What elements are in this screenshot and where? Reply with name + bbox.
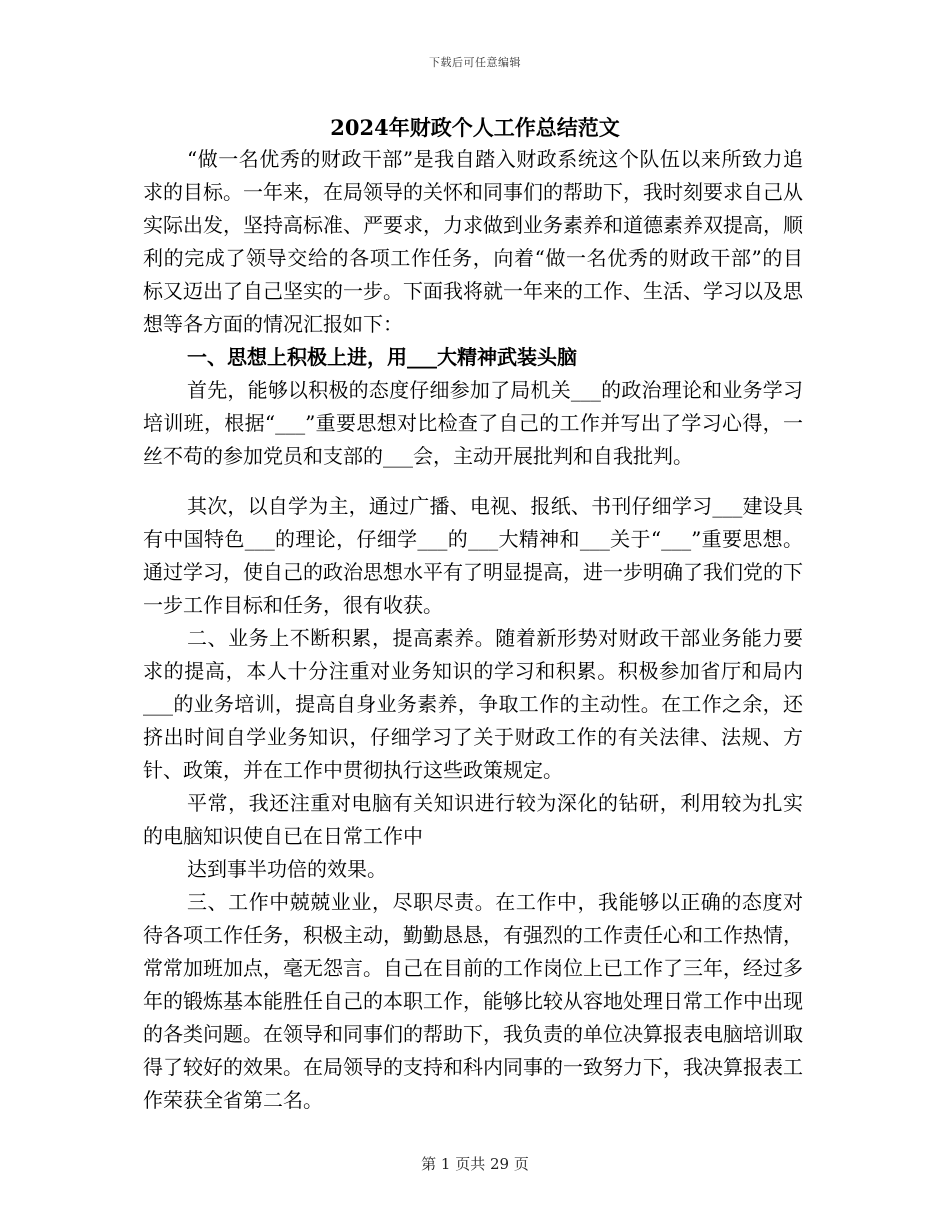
section-heading-1: 一、思想上积极上进，用___大精神武装头脑 [187,345,577,369]
page-number: 第 1 页共 29 页 [421,1155,529,1173]
document-title: 2024年财政个人工作总结范文 [330,115,620,140]
header-note: 下载后可任意编辑 [429,56,521,69]
paragraph-computer-skills-continued: 达到事半功倍的效果。 [187,857,387,881]
paragraph-second: 其次，以自学为主，通过广播、电视、报纸、书刊仔细学习___建设具有中国特色___的理论，仔细学___的___大精神和___关于“___”重要思想。通过学习，使自己的政治思想水平有了明显提高，进一步明确了我们党的下一步工作目标和任务，很有收获。 [143,494,803,617]
paragraph-intro: “做一名优秀的财政干部”是我自踏入财政系统这个队伍以来所致力追求的目标。一年来，在局领导的关怀和同事们的帮助下，我时刻要求自己从实际出发，坚持高标准、严要求，力求做到业务素养和道德素养双提高，顺利的完成了领导交给的各项工作任务，向着“做一名优秀的财政干部”的目标又迈出了自己坚实的一步。下面我将就一年来的工作、生活、学习以及思想等各方面的情况汇报如下： [143,147,803,336]
paragraph-computer-skills: 平常，我还注重对电脑有关知识进行较为深化的钻研，利用较为扎实的电脑知识使自已在日常工作中 [143,791,803,848]
paragraph-first: 首先，能够以积极的态度仔细参加了局机关___的政治理论和业务学习培训班，根据“___”重要思想对比检查了自己的工作并写出了学习心得，一丝不苟的参加党员和支部的___会，主动开展批判和自我批判。 [143,378,803,468]
paragraph-section-3: 三、工作中兢兢业业，尽职尽责。在工作中，我能够以正确的态度对待各项工作任务，积极主动，勤勤恳恳，有强烈的工作责任心和工作热情，常常加班加点，毫无怨言。自己在目前的工作岗位上已工作了三年，经过多年的锻炼基本能胜任自己的本职工作，能够比较从容地处理日常工作中出现的各类问题。在领导和同事们的帮助下，我负责的单位决算报表电脑培训取得了较好的效果。在局领导的支持和科内同事的一致努力下，我决算报表工作荣获全省第二名。 [143,890,803,1112]
document-body [143,143,803,1117]
paragraph-section-2: 二、业务上不断积累，提高素养。随着新形势对财政干部业务能力要求的提高，本人十分注重对业务知识的学习和积累。积极参加省厅和局内___的业务培训，提高自身业务素养，争取工作的主动性。在工作之余，还挤出时间自学业务知识，仔细学习了关于财政工作的有关法律、法规、方针、政策，并在工作中贯彻执行这些政策规定。 [143,626,803,782]
